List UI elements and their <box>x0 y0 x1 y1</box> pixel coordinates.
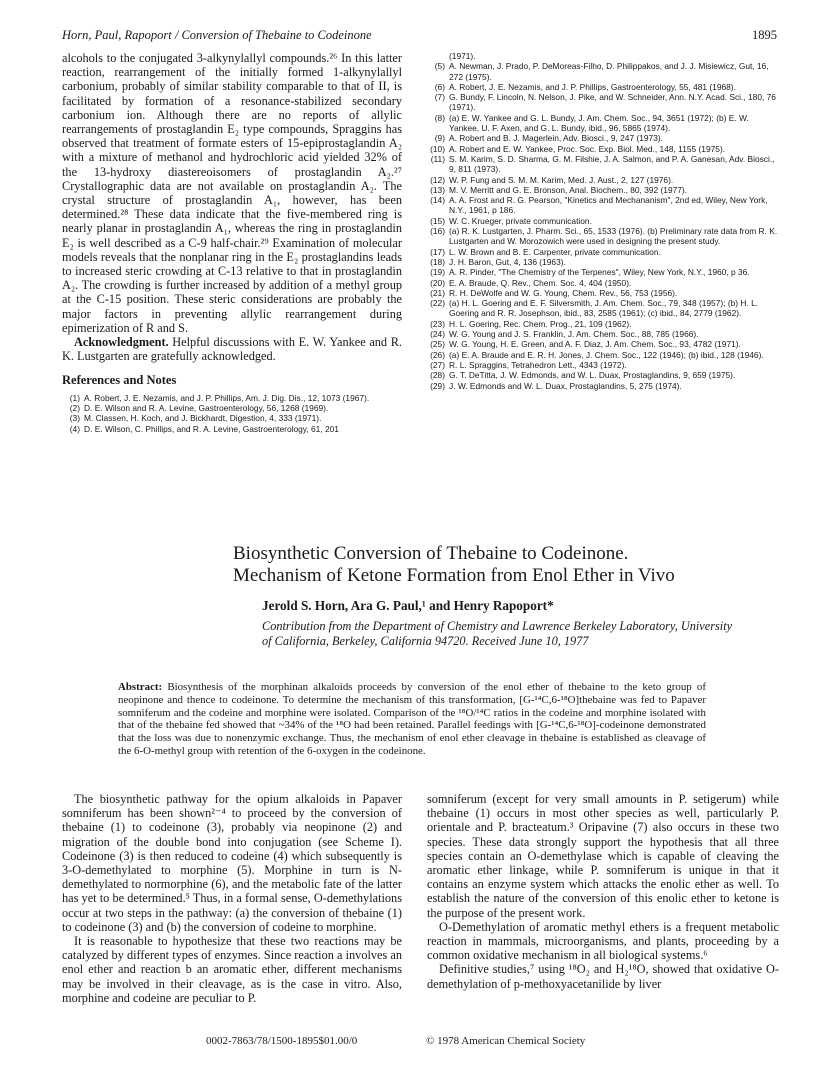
reference-item <box>427 154 779 175</box>
article-title-line-1: Biosynthetic Conversion of Thebaine to Codeinone. <box>233 543 629 564</box>
reference-number: (10) <box>430 143 445 154</box>
reference-number: (1) <box>69 392 80 403</box>
reference-number: (25) <box>430 339 445 350</box>
page-header <box>62 28 777 44</box>
acknowledgment <box>62 335 402 363</box>
reference-item <box>427 350 779 360</box>
reference-number: (3) <box>69 413 80 424</box>
article-authors: Jerold S. Horn, Ara G. Paul,¹ and Henry Rapoport* <box>262 598 554 613</box>
abstract-label: Abstract: <box>118 681 163 693</box>
reference-text: H. L. Goering, Rec. Chem. Prog., 21, 109 (1962). <box>449 318 632 329</box>
reference-text: A. R. Pinder, "The Chemistry of the Terpenes", Wiley, New York, N.Y., 1960, p 36. <box>449 267 750 278</box>
reference-number: (11) <box>430 153 445 164</box>
reference-item <box>427 226 779 247</box>
body-paragraph: somniferum (except for very small amounts in P. setigerum) while thebaine (1) occurs in most other species as well, particularly P. orientale and P. bracteatum.³ Oripavine (7) also occurs in these two species. These data strongly support the hypothesis that all three species contain an O-demethylase which is capable of cleaving the aromatic ether linkage, while P. somniferum is unique in that it contains an enzyme system which attacks the enolic ether as well. To establish the nature of the conversion of this enolic ether to ketone is the purpose of the present work. <box>427 792 779 920</box>
page-number: 1895 <box>752 28 777 42</box>
acknowledgment-label: Acknowledgment. <box>74 335 169 350</box>
acknowledgment-text: Helpful discussions with E. W. Yankee and R. K. Lustgarten are gratefully acknowledged. <box>62 335 402 364</box>
reference-item <box>62 393 402 403</box>
reference-text: W. P. Fung and S. M. M. Karim, Med. J. Aust., 2, 127 (1976). <box>449 174 674 185</box>
reference-item <box>62 413 402 423</box>
running-head: Horn, Paul, Rapoport / Conversion of Thebaine to Codeinone <box>62 28 372 42</box>
reference-item <box>427 257 779 267</box>
reference-text: D. E. Wilson and R. A. Levine, Gastroenterology, 56, 1268 (1969). <box>84 402 329 413</box>
previous-article-left-column <box>62 51 402 434</box>
reference-text: W. G. Young, H. E. Green, and A. F. Diaz, J. Am. Chem. Soc., 93, 4782 (1971). <box>449 339 741 350</box>
reference-item <box>427 195 779 216</box>
reference-item <box>427 288 779 298</box>
reference-number: (12) <box>430 174 445 185</box>
reference-text: G. T. DeTitta, J. W. Edmonds, and W. L. Duax, Prostaglandins, 9, 659 (1975). <box>449 370 736 381</box>
reference-text: E. A. Braude, Q. Rev., Chem. Soc. 4, 404 (1950). <box>449 277 632 288</box>
article-title <box>233 543 753 587</box>
reference-item <box>62 403 402 413</box>
reference-text: M. V. Merritt and G. E. Bronson, Anal. Biochem., 80, 392 (1977). <box>449 184 688 195</box>
reference-item <box>427 339 779 349</box>
reference-text: G. Bundy, F. Lincoln, N. Nelson, J. Pike, and W. Schneider, Ann. N.Y. Acad. Sci., 180, 76 (1971). <box>449 92 776 113</box>
reference-number: (26) <box>430 349 445 360</box>
reference-item <box>427 216 779 226</box>
body-paragraph: It is reasonable to hypothesize that these two reactions may be catalyzed by different types of enzymes. Since reaction a involves an enol ether and reaction b an aromatic ether, different mechanisms may be involved in their cleavage, as is the case in vitro. Also, morphine and codeine are peculiar to P. <box>62 934 402 1005</box>
reference-item <box>427 319 779 329</box>
article-affiliation: Contribution from the Department of Chemistry and Lawrence Berkeley Laboratory, University of California, Berkeley, California 94720. Received June 10, 1977 <box>262 619 733 648</box>
reference-number: (15) <box>430 215 445 226</box>
reference-text: (a) R. K. Lustgarten, J. Pharm. Sci., 65, 1533 (1976). (b) Preliminary rate data from R. K. Lustgarten and W. Morozowich were used in designing the present study. <box>449 226 778 247</box>
reference-item <box>427 298 779 319</box>
reference-number: (24) <box>430 329 445 340</box>
article-abstract <box>118 681 706 758</box>
body-paragraph: The biosynthetic pathway for the opium alkaloids in Papaver somniferum has been shown²⁻⁴ to proceed by the conversion of thebaine (1) to codeinone (3), probably via neopinone (2) and migration of the double bond into conjugation (see Scheme I). Codeinone (3) is then reduced to codeine (4) which subsequently is 3-O-demethylated to morphine (5). Morphine in turn is N-demethylated to normorphine (6), and the metabolic fate of the latter has yet to be determined.⁵ Thus, in a formal sense, O-demethylations occur at two steps in the pathway: (a) the conversion of thebaine (1) to codeinone (3) and (b) the conversion of codeine to morphine. <box>62 792 402 934</box>
reference-item <box>427 381 779 391</box>
reference-number: (21) <box>430 287 445 298</box>
reference-text: (1971). <box>449 51 476 61</box>
reference-item <box>427 247 779 257</box>
reference-text: W. C. Krueger, private communication. <box>449 215 592 226</box>
abstract-text: Biosynthesis of the morphinan alkaloids proceeds by conversion of the enol ether of thebaine to the keto group of neopinone and thence to codeinone. To determine the mechanism of this transformation, [G-¹⁴C,6-¹⁸O]thebaine was fed to Papaver somniferum and the codeine and morphine were isolated. Comparison of the ¹⁸O/¹⁴C ratios in the codeine and morphine isolated with that of the thebaine fed showed that ~34% of the ¹⁸O had been retained. Parallel feedings with [G-¹⁴C,6-¹⁸O]-codeinone demonstrated that the loss was due to nonenzymic exchange. Thus, the mechanism of enol ether cleavage in thebaine is established as cleavage of the 6-O-methyl group with retention of the 6-oxygen in the codeinone. <box>118 681 706 757</box>
reference-text: A. Newman, J. Prado, P. DeMoreas-Filho, D. Philippakos, and J. J. Misiewicz, Gut, 16, 272 (1975). <box>449 61 769 82</box>
body-paragraph: Definitive studies,⁷ using ¹⁸O₂ and H₂¹⁸O, showed that oxidative O-demethylation of p-methoxyacetanilide by liver <box>427 962 779 991</box>
reference-text: A. Robert, J. E. Nezamis, and J. P. Phillips, Am. J. Dig. Dis., 12, 1073 (1967). <box>84 392 370 403</box>
reference-item <box>427 370 779 380</box>
article-body-right-column <box>427 792 779 991</box>
reference-text: (a) E. W. Yankee and G. L. Bundy, J. Am. Chem. Soc., 94, 3651 (1972); (b) E. W. Yankee, U. F. Axen, and G. L. Bundy, ibid., 96, 5865 (1974). <box>449 112 749 134</box>
reference-item <box>427 113 779 134</box>
body-paragraph: O-Demethylation of aromatic methyl ethers is a frequent metabolic reaction in mammals, microorganisms, and plants, proceeding by a common oxidative mechanism in all biological systems.⁶ <box>427 919 779 963</box>
reference-number: (20) <box>430 277 445 288</box>
article-body-left-column <box>62 792 402 1005</box>
reference-number: (7) <box>434 92 445 103</box>
reference-number: (18) <box>430 256 445 267</box>
reference-text: W. G. Young and J. S. Franklin, J. Am. Chem. Soc., 88, 785 (1966). <box>449 329 699 340</box>
article-title-line-2: Mechanism of Ketone Formation from Enol Ether in Vivo <box>233 565 675 586</box>
footer-copyright: © 1978 American Chemical Society <box>426 1035 586 1047</box>
reference-item <box>427 92 779 113</box>
reference-item <box>427 82 779 92</box>
reference-item <box>62 424 402 434</box>
reference-number <box>427 51 449 61</box>
reference-item <box>427 51 779 61</box>
reference-text: J. H. Baron, Gut, 4, 136 (1963). <box>449 256 566 267</box>
reference-text: (a) E. A. Braude and E. R. H. Jones, J. Chem. Soc., 122 (1946); (b) ibid., 128 (1946). <box>449 349 764 360</box>
reference-item <box>427 360 779 370</box>
reference-number: (6) <box>434 81 445 92</box>
reference-number: (27) <box>430 359 445 370</box>
reference-item <box>427 329 779 339</box>
reference-text: A. Robert and B. J. Magerlein, Adv. Biosci., 9, 247 (1973). <box>449 133 663 144</box>
previous-article-right-column <box>427 51 779 391</box>
reference-item <box>427 278 779 288</box>
reference-number: (2) <box>69 402 80 413</box>
footer-code: 0002-7863/78/1500-1895$01.00/0 <box>206 1035 358 1047</box>
reference-text: J. W. Edmonds and W. L. Duax, Prostaglandins, 5, 275 (1974). <box>449 380 682 391</box>
reference-item <box>427 61 779 82</box>
references-list-left <box>62 393 402 434</box>
reference-number: (17) <box>430 246 445 257</box>
references-list-right <box>427 51 779 391</box>
reference-item <box>427 133 779 143</box>
reference-number: (13) <box>430 184 445 195</box>
reference-text: A. Robert and E. W. Yankee, Proc. Soc. Exp. Biol. Med., 148, 1155 (1975). <box>449 143 726 154</box>
reference-number: (5) <box>434 61 445 72</box>
reference-number: (22) <box>430 298 445 309</box>
reference-number: (23) <box>430 318 445 329</box>
reference-number: (14) <box>430 195 445 206</box>
reference-number: (28) <box>430 370 445 381</box>
reference-text: A. Robert, J. E. Nezamis, and J. P. Phillips, Gastroenterology, 55, 481 (1968). <box>449 81 736 92</box>
reference-text: R. L. Spraggins, Tetrahedron Lett., 4343 (1972). <box>449 359 627 370</box>
reference-item <box>427 175 779 185</box>
reference-item <box>427 144 779 154</box>
previous-article-paragraph: alcohols to the conjugated 3-alkynylallyl compounds.²⁶ In this latter reaction, rearrangement of the initially formed 1-alkynylallyl carbonium, probably of similar stability comparable to that of II, is facilitated by formation of a resonance-stabilized secondary carbonium ion. Although there are no reports of allylic rearrangements of prostaglandin E₂ type compounds, Spraggins has observed that treatment of formate esters of 15-epiprostaglandin A₂ with a mixture of methanol and hydrochloric acid yielded 32% of the 13-hydroxy diastereoisomers of prostaglandin A₂.²⁷ Crystallographic data are not available on prostaglandin A₂. The crystal structure of prostaglandin A₁, however, has been determined.²⁸ These data indicate that the five-membered ring is nearly planar in prostaglandin A₁, whereas the ring in prostaglandin E₂ is well described as a C-9 half-chair.²⁹ Examination of molecular models reveals that the nonplanar ring in the E₂ prostaglandins leads to increased steric crowding at C-13 relative to that in prostaglandin A₂. The crowding is further increased by addition of a methyl group at the C-15 position. These steric considerations are probably the major factors in preventing allylic rearrangement during epimerization of R and S. <box>62 51 402 335</box>
references-heading: References and Notes <box>62 373 177 388</box>
reference-number: (8) <box>434 112 445 123</box>
reference-text: D. E. Wilson, C. Phillips, and R. A. Levine, Gastroenterology, 61, 201 <box>84 423 339 434</box>
reference-text: L. W. Brown and B. E. Carpenter, private communication. <box>449 246 661 257</box>
reference-number: (16) <box>430 226 445 237</box>
reference-number: (29) <box>430 380 445 391</box>
reference-text: (a) H. L. Goering and E. F. Silversmith, J. Am. Chem. Soc., 79, 348 (1957); (b) H. L. Goering and R. R. Josephson, ibid., 83, 2585 (1961); (c) ibid., 84, 2779 (1962). <box>449 298 759 319</box>
reference-text: A. A. Frost and R. G. Pearson, "Kinetics and Mechananism", 2nd ed, Wiley, New York, N.Y., 1961, p 186. <box>449 195 768 216</box>
reference-number: (19) <box>430 267 445 278</box>
reference-text: S. M. Karim, S. D. Sharma, G. M. Filshie, J. A. Salmon, and P. A. Ganesan, Adv. Biosci., 9, 811 (1973). <box>449 153 775 175</box>
reference-item <box>427 267 779 277</box>
reference-text: M. Classen, H. Koch, and J. Bickhardt, Digestion, 4, 333 (1971). <box>84 413 322 424</box>
reference-item <box>427 185 779 195</box>
reference-number: (4) <box>69 423 80 434</box>
reference-text: R. H. DeWolfe and W. G. Young, Chem. Rev., 56, 753 (1956). <box>449 287 678 298</box>
reference-number: (9) <box>434 133 445 144</box>
